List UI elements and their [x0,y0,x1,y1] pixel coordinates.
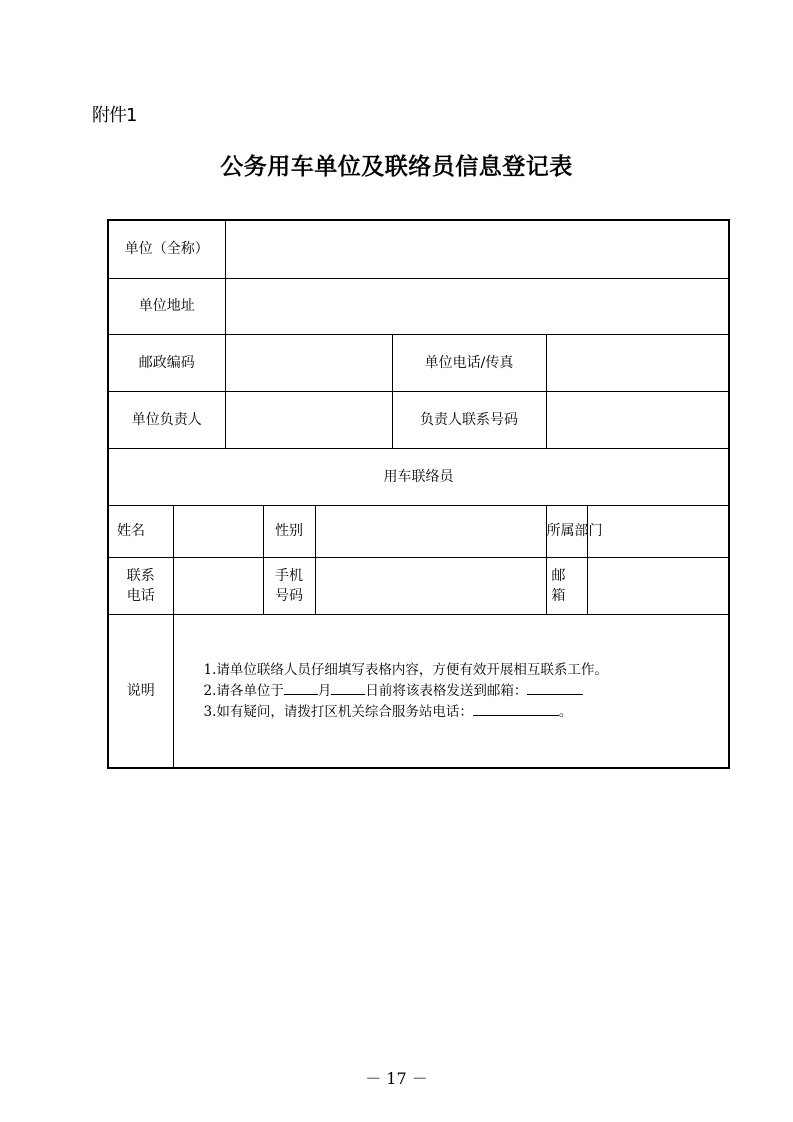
notes-label: 说明 [126,682,155,699]
gender-label: 性别 [275,523,303,539]
day-blank[interactable] [331,680,365,695]
page-title: 公务用车单位及联络员信息登记表 [220,154,573,180]
unit-head-field[interactable] [225,391,392,448]
registration-form-table [107,219,730,769]
name-field[interactable] [173,505,263,557]
unit-name-label-cell [108,220,225,278]
gender-label-cell [263,505,315,557]
note-1: 1.请单位联络人员仔细填写表格内容，方便有效开展相互联系工作。 [203,661,608,678]
unit-phone-fax-label-cell [392,334,546,391]
annex-label: 附件1 [92,105,137,126]
head-phone-label-cell [392,391,546,448]
note-3 [204,701,729,722]
liaison-section-label: 用车联络员 [383,468,454,485]
unit-address-field[interactable] [225,278,729,334]
department-field[interactable] [587,505,729,557]
name-label: 姓名 [117,523,145,539]
unit-name-field[interactable] [225,220,729,278]
unit-address-label: 单位地址 [138,298,195,314]
department-label: 所属部门 [546,523,603,539]
postal-code-label-cell [108,334,225,391]
postal-code-label: 邮政编码 [138,354,195,371]
unit-address-label-cell [108,278,225,334]
contact-phone-label-line2: 电话 [126,587,155,604]
note-2-suffix: 日前将该表格发送到邮箱： [365,682,528,699]
month-blank[interactable] [284,680,318,695]
phone-blank[interactable] [473,701,559,716]
contact-phone-label-line1: 联系 [126,567,155,584]
email-blank[interactable] [527,680,583,695]
unit-name-label: 单位（全称） [124,241,209,258]
head-phone-field[interactable] [546,391,729,448]
note-2-month: 月 [317,682,332,699]
mobile-label-line2: 号码 [275,587,303,604]
notes-label-cell [108,614,173,768]
department-label-cell [546,505,603,557]
note-3-prefix: 3.如有疑问，请拨打区机关综合服务站电话： [203,703,473,720]
notes-cell [173,614,729,768]
note-2 [204,680,729,701]
note-2-prefix: 2.请各单位于 [203,682,284,699]
contact-phone-field[interactable] [173,557,263,614]
unit-head-label: 单位负责人 [131,411,202,428]
mobile-field[interactable] [315,557,546,614]
page-number: － 17 － [365,1069,428,1088]
gender-field[interactable] [315,505,546,557]
unit-phone-fax-label: 单位电话/传真 [424,354,514,371]
mobile-label-line1: 手机 [275,567,303,584]
name-label-cell [108,505,173,557]
liaison-section-header [108,448,729,505]
contact-phone-label-cell [108,557,173,614]
mailbox-label: 邮 箱 [551,567,582,604]
mailbox-field[interactable] [587,557,729,614]
postal-code-field[interactable] [225,334,392,391]
head-phone-label: 负责人联系号码 [420,411,518,428]
mailbox-label-cell [546,557,587,614]
note-3-suffix: 。 [558,703,573,720]
mobile-label-cell [263,557,315,614]
unit-head-label-cell [108,391,225,448]
unit-phone-fax-field[interactable] [546,334,729,391]
